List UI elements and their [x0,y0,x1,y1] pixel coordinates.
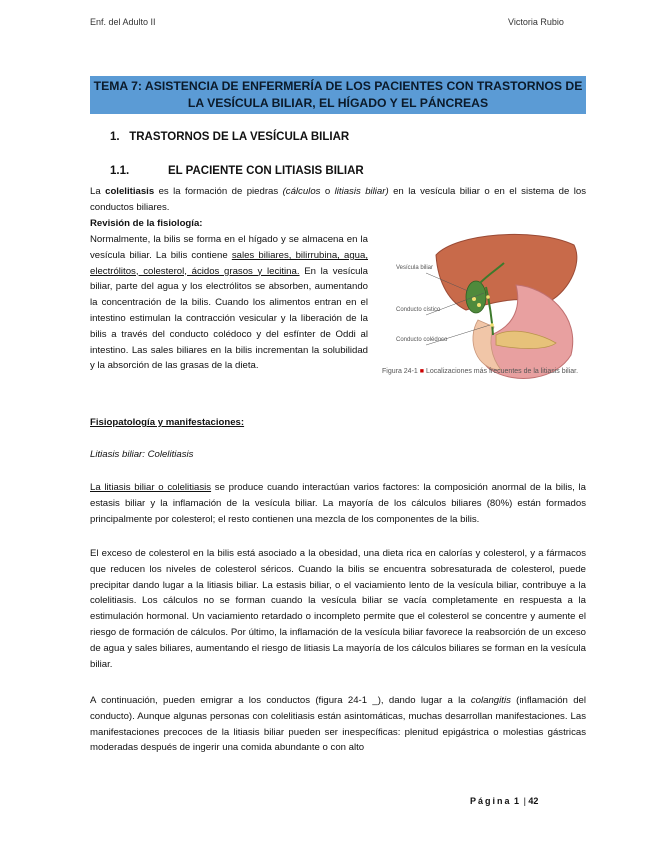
subsection-number: 1.1. [110,165,130,177]
italic-term: litiasis biliar) [334,186,389,197]
page-title: TEMA 7: ASISTENCIA DE ENFERMERÍA DE LOS PACIENTES CON TRASTORNOS DE LA VESÍCULA BILIAR, EL HÍGADO Y EL PÁNCREAS [90,76,586,114]
text-run: o [320,186,335,197]
gallbladder-figure [396,225,586,385]
footer-separator: | [523,796,526,806]
footer-total-pages: 42 [528,796,539,806]
section-heading [110,131,349,143]
footer-label: Página [470,796,512,806]
text-run: (inflamación del conducto). Aunque algunas personas con colelitiasis están asintomáticas, muchas desarrollan manifestaciones. Las manifestaciones precoces de la litiasis biliar pueden ser inespecíficas: plenitud epigástrica o molestias gástricas moderadas después de ingerir una comida abundante o con alto [90,695,586,754]
underlined-list: sales biliares, bilirrubina, agua, electrólitos, colesterol, ácidos grasos y lecitina. [90,249,369,277]
text-run: Normalmente, la bilis se forma en el hígado y se almacena en la vesícula biliar. La bilis contiene [90,234,368,261]
text-run: en la vesícula biliar o en el sistema de los conductos biliares. [90,186,586,213]
subsection-title: EL PACIENTE CON LITIASIS BILIAR [168,165,364,177]
paragraph-litiasis [90,480,586,527]
fisiologia-paragraph [90,232,368,374]
italic-term: colangitis [470,695,511,706]
label-vesicula: Vesícula biliar [396,265,434,271]
header-left: Enf. del Adulto II [90,17,156,27]
fisiopatologia-heading: Fisiopatología y manifestaciones: [90,417,245,428]
litiasis-subheading: Litiasis biliar: Colelitiasis [90,449,194,460]
underlined-term: La litiasis biliar o colelitiasis [90,482,212,493]
paragraph-colesterol: El exceso de colesterol en la bilis está asociado a la obesidad, una dieta rica en calorías y colesterol, y a fármacos que reducen los niveles de colesterol séricos. Cuando la bilis se encuentra sobresaturada de colesterol, puede precipitar dando lugar a la litiasis biliar. La estasis biliar, o el vaciamiento lento de la vesícula biliar, contribuye a la colelitiasis. Los cálculos no se forman cuando la vesícula biliar se vacía completamente en respuesta a la estimulación hormonal. Un vaciamiento retardado o incompleto permite que el colesterol se concentre y aumente el riesgo de formación de cálculos. Por último, la inflamación de la vesícula biliar favorece la reabsorción de un exceso de agua y sales biliares, aumentando el riesgo de litiasis La mayoría de los cálculos biliares se forman en la vesícula biliar. [90,548,586,670]
paragraph-manifestaciones [90,693,586,756]
section-title: TRASTORNOS DE LA VESÍCULA BILIAR [129,131,350,143]
caption-number: Figura 24-1 [382,368,418,375]
italic-term: (cálculos [282,186,321,197]
revision-heading: Revisión de la fisiología: [90,218,203,229]
text-run: se produce cuando interactúan varios factores: la composición anormal de la bilis, la estasis biliar y la inflamación de la vesícula biliar. La mayoría de los cálculos biliares (80%) están formados principalmente por colesterol; el resto contienen una mezcla de los componentes de la bilis. [90,482,586,525]
label-cistico: Conducto cístico [396,307,441,313]
figure-caption [382,368,578,375]
text-run: La [90,186,106,197]
bold-term: colelitiasis [105,186,155,197]
page-footer [470,796,538,806]
text-run: A continuación, pueden emigrar a los conductos (figura 24-1 _), dando lugar a la [90,695,471,706]
caption-text: Localizaciones más frecuentes de la litiasis biliar. [425,368,579,375]
text-run: es la formación de piedras [154,186,283,197]
label-coledoco: Conducto colédoco [396,337,448,343]
text-run: En la vesícula biliar, parte del agua y los electrólitos se absorben, aumentando la concentración de la bilis. Cuando los alimentos entran en el intestino estimulan la contracción vesicular y la liberación de la bilis a través del conducto colédoco y del esfínter de Oddi al intestino. Las sales biliares en la bilis incrementan la solubilidad y la absorción de las grasas de la dieta. [90,265,368,372]
section-number: 1. [110,131,120,143]
intro-paragraph [90,184,586,216]
header-right: Victoria Rubio [508,17,564,27]
caption-marker: ■ [419,368,424,375]
footer-page-number: 1 [514,796,522,806]
